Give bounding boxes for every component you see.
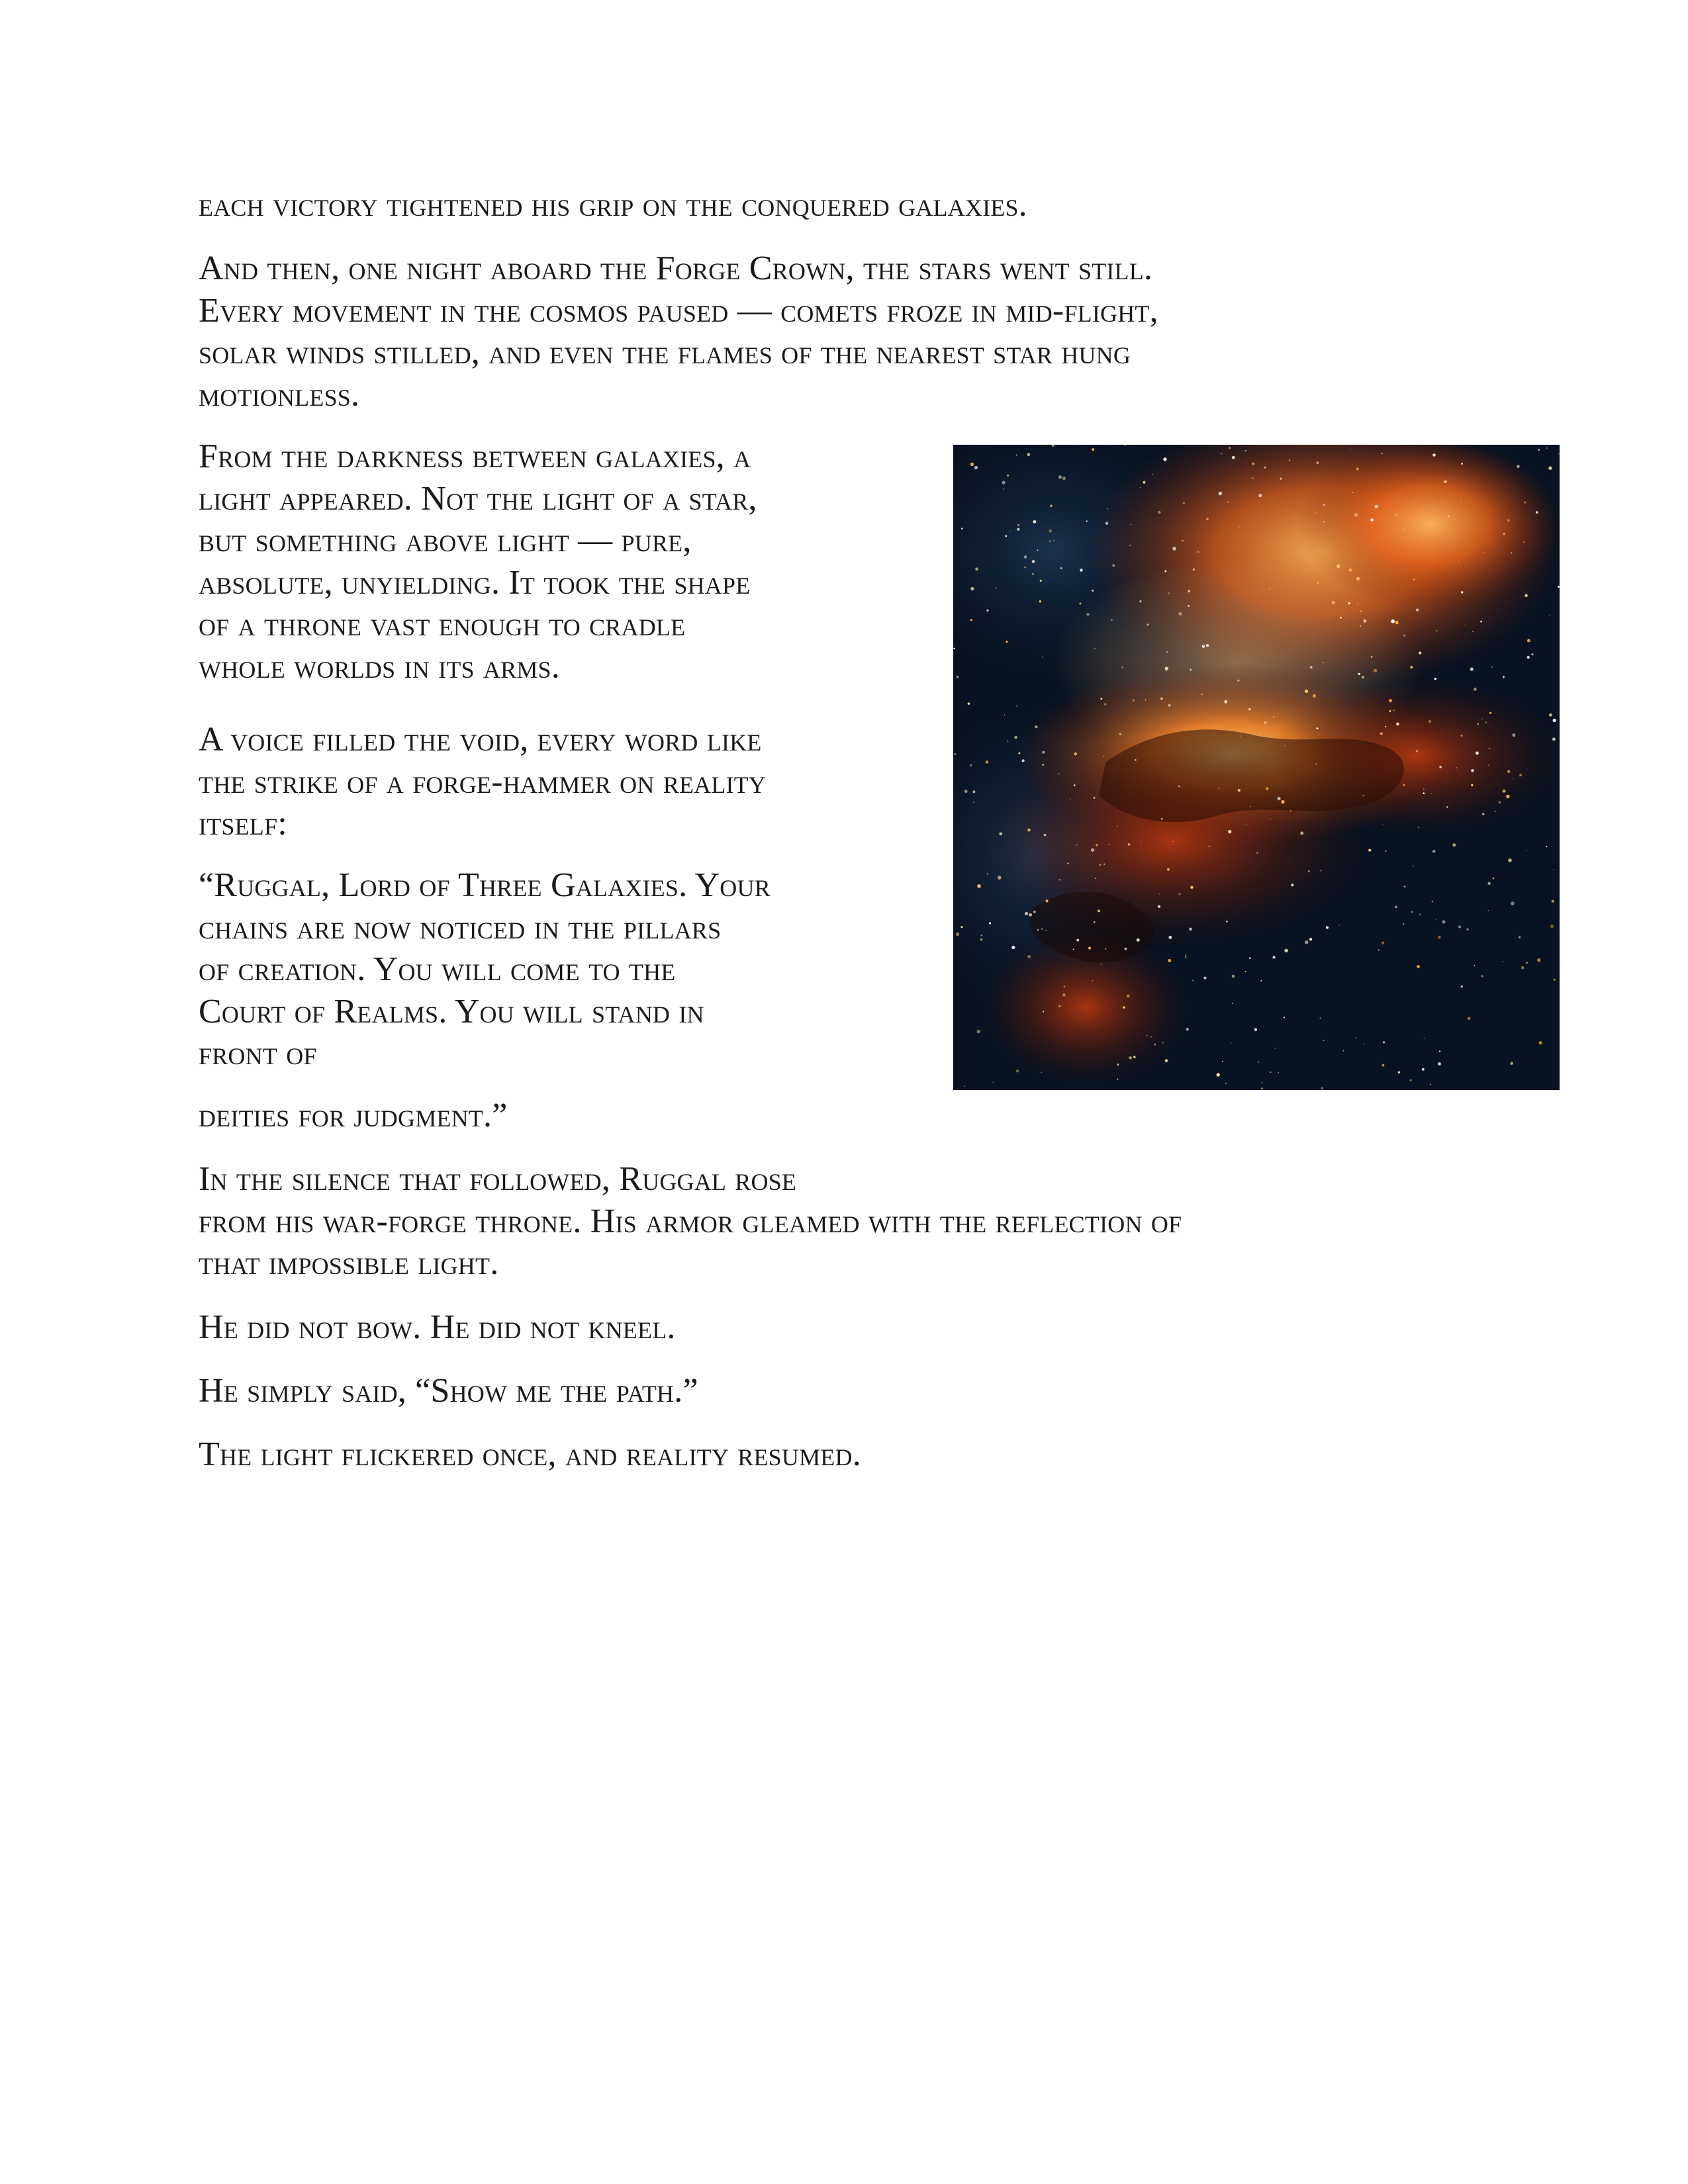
nebula-image bbox=[953, 445, 1560, 1090]
paragraph-10: The light flickered once, and reality resumed. bbox=[199, 1435, 861, 1473]
nebula-illustration bbox=[953, 445, 1560, 1090]
paragraph-8: He did not bow. He did not kneel. bbox=[199, 1308, 676, 1346]
paragraph-9: He simply said, “Show me the path.” bbox=[199, 1372, 698, 1410]
paragraph-2: And then, one night aboard the Forge Crown, the stars went still. Every movement in the cosmos paused — comets froze in mid-flight, solar winds stilled, and even the flames of the nearest star hung motionless. bbox=[199, 250, 1158, 414]
paragraph-6: deities for judgment.” bbox=[199, 1097, 508, 1134]
paragraph-1: each victory tightened his grip on the conquered galaxies. bbox=[199, 186, 1027, 224]
paragraph-3: From the darkness between galaxies, a light appeared. Not the light of a star, but something above light — pure, absolute, unyielding. It took the shape of a throne vast enough to cradle whole worlds in its arms. bbox=[199, 437, 757, 686]
paragraph-7: In the silence that followed, Ruggal rose from his war-forge throne. His armor gleamed with the reflection of that impossible light. bbox=[199, 1160, 1182, 1282]
paragraph-5: “Ruggal, Lord of Three Galaxies. Your chains are now noticed in the pillars of creation. You will come to the Court of Realms. You will stand in front of bbox=[199, 866, 771, 1072]
paragraph-4: A voice filled the void, every word like the strike of a forge-hammer on reality itself: bbox=[199, 721, 767, 842]
